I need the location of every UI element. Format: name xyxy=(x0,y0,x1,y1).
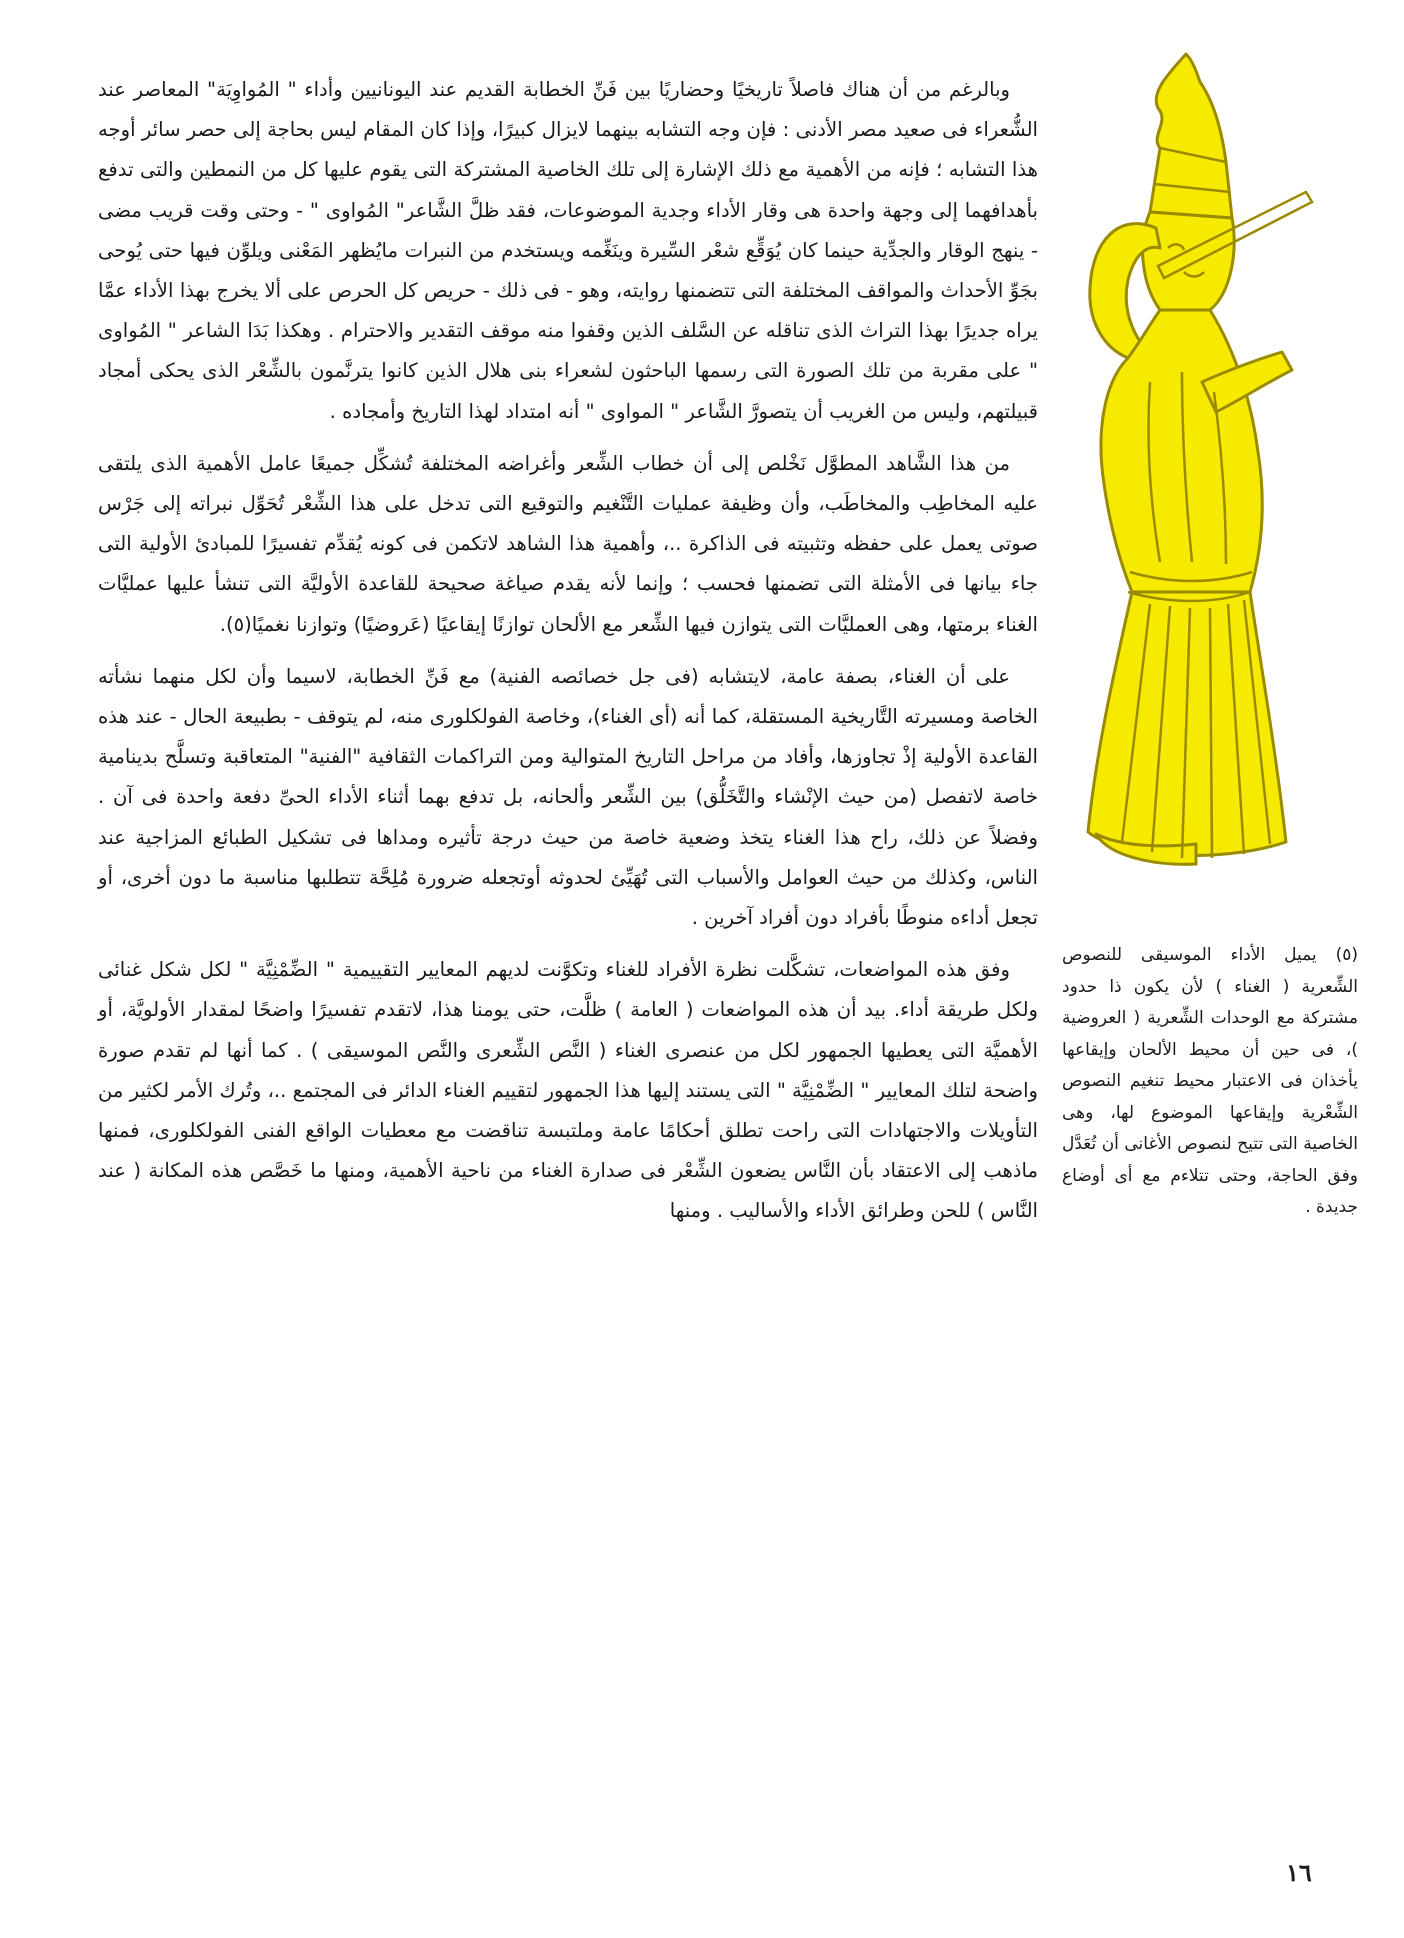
paragraph: وبالرغم من أن هناك فاصلاً تاريخيًا وحضاريًا بين فَنِّ الخطابة القديم عند اليونانيين وأداء " المُواوِيَة" المعاصر عند الشُّعراء فى صعيد مصر الأدنى : فإن وجه التشابه بينهما لايزال كبيرًا، وإذا كان المقام ليس بحاجة إلى حصر سائر أوجه هذا التشابه ؛ فإنه من الأهمية مع ذلك الإشارة إلى تلك الخاصية المشتركة التى يقوم عليها كل من النمطين والتى تدفع بأهدافهما إلى وجهة واحدة هى وقار الأداء وجدية الموضوعات، فقد ظلَّ الشَّاعر" المُواوى " - وحتى وقت قريب مضى - ينهج الوقار والجدِّية حينما كان يُوَقِّع شعْر السِّيرة وينَغِّمه ويستخدم من النبرات مايُظهر المَعْنى ويلوِّن فيها حتى يُوحى بجَوِّ الأحداث والمواقف المختلفة التى تتضمنها روايته، وهو - فى ذلك - حريص كل الحرص على ألا يخرج بهذا الأداء عمَّا يراه جديرًا بهذا التراث الذى تناقله عن السَّلف الذين وقفوا منه موقف التقدير والاحترام . وهكذا بَدَا الشاعر " المُواوى " على مقربة من تلك الصورة التى رسمها الباحثون لشعراء بنى هلال الذين كانوا يترنَّمون بالشِّعْر الذى يحكى أمجاد قبيلتهم، وليس من الغريب أن يتصورَّ الشَّاعر " المواوى " أنه امتداد لهذا التاريخ وأمجاده . xyxy=(98,78,1038,423)
paragraph: من هذا الشَّاهد المطوَّل نَخْلص إلى أن خطاب الشِّعر وأغراضه المختلفة تُشكِّل جميعًا عامل الأهمية الذى يلتقى عليه المخاطِب والمخاطَب، وأن وظيفة عمليات التَّنْغيم والتوقيع التى تدخل على هذا الشِّعْر تُحَوِّل نبراته إلى جَرْس صوتى يعمل على حفظه وتثبيته فى الذاكرة ..، وأهمية هذا الشاهد لاتكمن فى كونه يُقدِّم تفسيرًا للمبادئ الأولية التى جاء بيانها فى الأمثلة التى تضمنها فحسب ؛ وإنما لأنه يقدم صياغة صحيحة للقاعدة الأوليَّة التى تنشأ عليها عمليَّات الغناء برمتها، وهى العمليَّات التى يتوازن فيها الشِّعر مع الألحان توازنًا إيقاعيًا (عَروضيًا) وتوازنا نغميًا(٥). xyxy=(98,451,1038,636)
main-text xyxy=(98,70,1038,1244)
flute-player-illustration xyxy=(1000,52,1340,872)
paragraph: على أن الغناء، بصفة عامة، لايتشابه (فى جل خصائصه الفنية) مع فَنِّ الخطابة، لاسيما وأن لكل منهما نشأته الخاصة ومسيرته التَّاريخية المستقلة، كما أنه (أى الغناء)، وخاصة الفولكلورى منه، لم يتوقف - بطبيعة الحال - عند هذه القاعدة الأولية إذْ تجاوزها، وأفاد من مراحل التاريخ المتوالية ومن التراكمات الثقافية "الفنية" المتعاقبة وتسلَّح بدينامية خاصة لاتفصل (من حيث الإنْشاء والتَّخَلُّق) بين الشِّعر وألحانه، بل تدفع بهما أثناء الأداء الحىِّ دفعة واحدة فى آن . وفضلاً عن ذلك، راح هذا الغناء يتخذ وضعية خاصة من حيث درجة تأثيره ومداها فى تشكيل الطبائع المزاجية عند الناس، وكذلك من حيث العوامل والأسباب التى تُهَيِّئ لحدوثه أوتجعله ضرورة مُلِحَّة تتطلبها مناسبة ما دون أخرى، أو تجعل أداءه منوطًا بأفراد دون أفراد آخرين . xyxy=(98,664,1038,930)
paragraph: وفق هذه المواضعات، تشكَّلت نظرة الأفراد للغناء وتكوَّنت لديهم المعايير التقييمية " الضِّمْنِيَّة " لكل شكل غنائى ولكل طريقة أداء. بيد أن هذه المواضعات ( العامة ) ظلَّت، حتى يومنا هذا، لاتقدم تفسيرًا واضحًا لمقدار الأولويَّة، أو الأهميَّة التى يعطيها الجمهور لكل من عنصرى الغناء ( النَّص الشِّعرى والنَّص الموسيقى ) . كما أنها لم تقدم صورة واضحة لتلك المعايير " الضِّمْنِيَّة " التى يستند إليها هذا الجمهور لتقييم الغناء الدائر فى المجتمع ..، وتُرك الأمر لكثير من التأويلات والاجتهادات التى راحت تطلق أحكامًا عامة وملتبسة تناقضت مع معطيات الواقع الفنى الفولكلورى، فمنها ماذهب إلى الاعتقاد بأن النَّاس يضعون الشِّعْر فى صدارة الغناء من ناحية الأهمية، ومنها ما خَصَّص هذه المكانة ( عند النَّاس ) للحن وطرائق الأداء والأساليب . ومنها xyxy=(98,958,1038,1223)
page-number: ١٦ xyxy=(1286,1858,1312,1887)
footnote: (٥) يميل الأداء الموسيقى للنصوص الشِّعرية ( الغناء ) لأن يكون ذا حدود مشتركة مع الوحدات الشِّعرية ( العروضية )، فى حين أن محيط الألحان وإيقاعها يأخذان فى الاعتبار محيط تنغيم النصوص الشِّعْرية وإيقاعها الموضوع لها، وهى الخاصية التى تتيح لنصوص الأغانى أن تُعَدَّل وفق الحاجة، وحتى تتلاءم مع أى أوضاع جديدة . xyxy=(1062,945,1358,1217)
